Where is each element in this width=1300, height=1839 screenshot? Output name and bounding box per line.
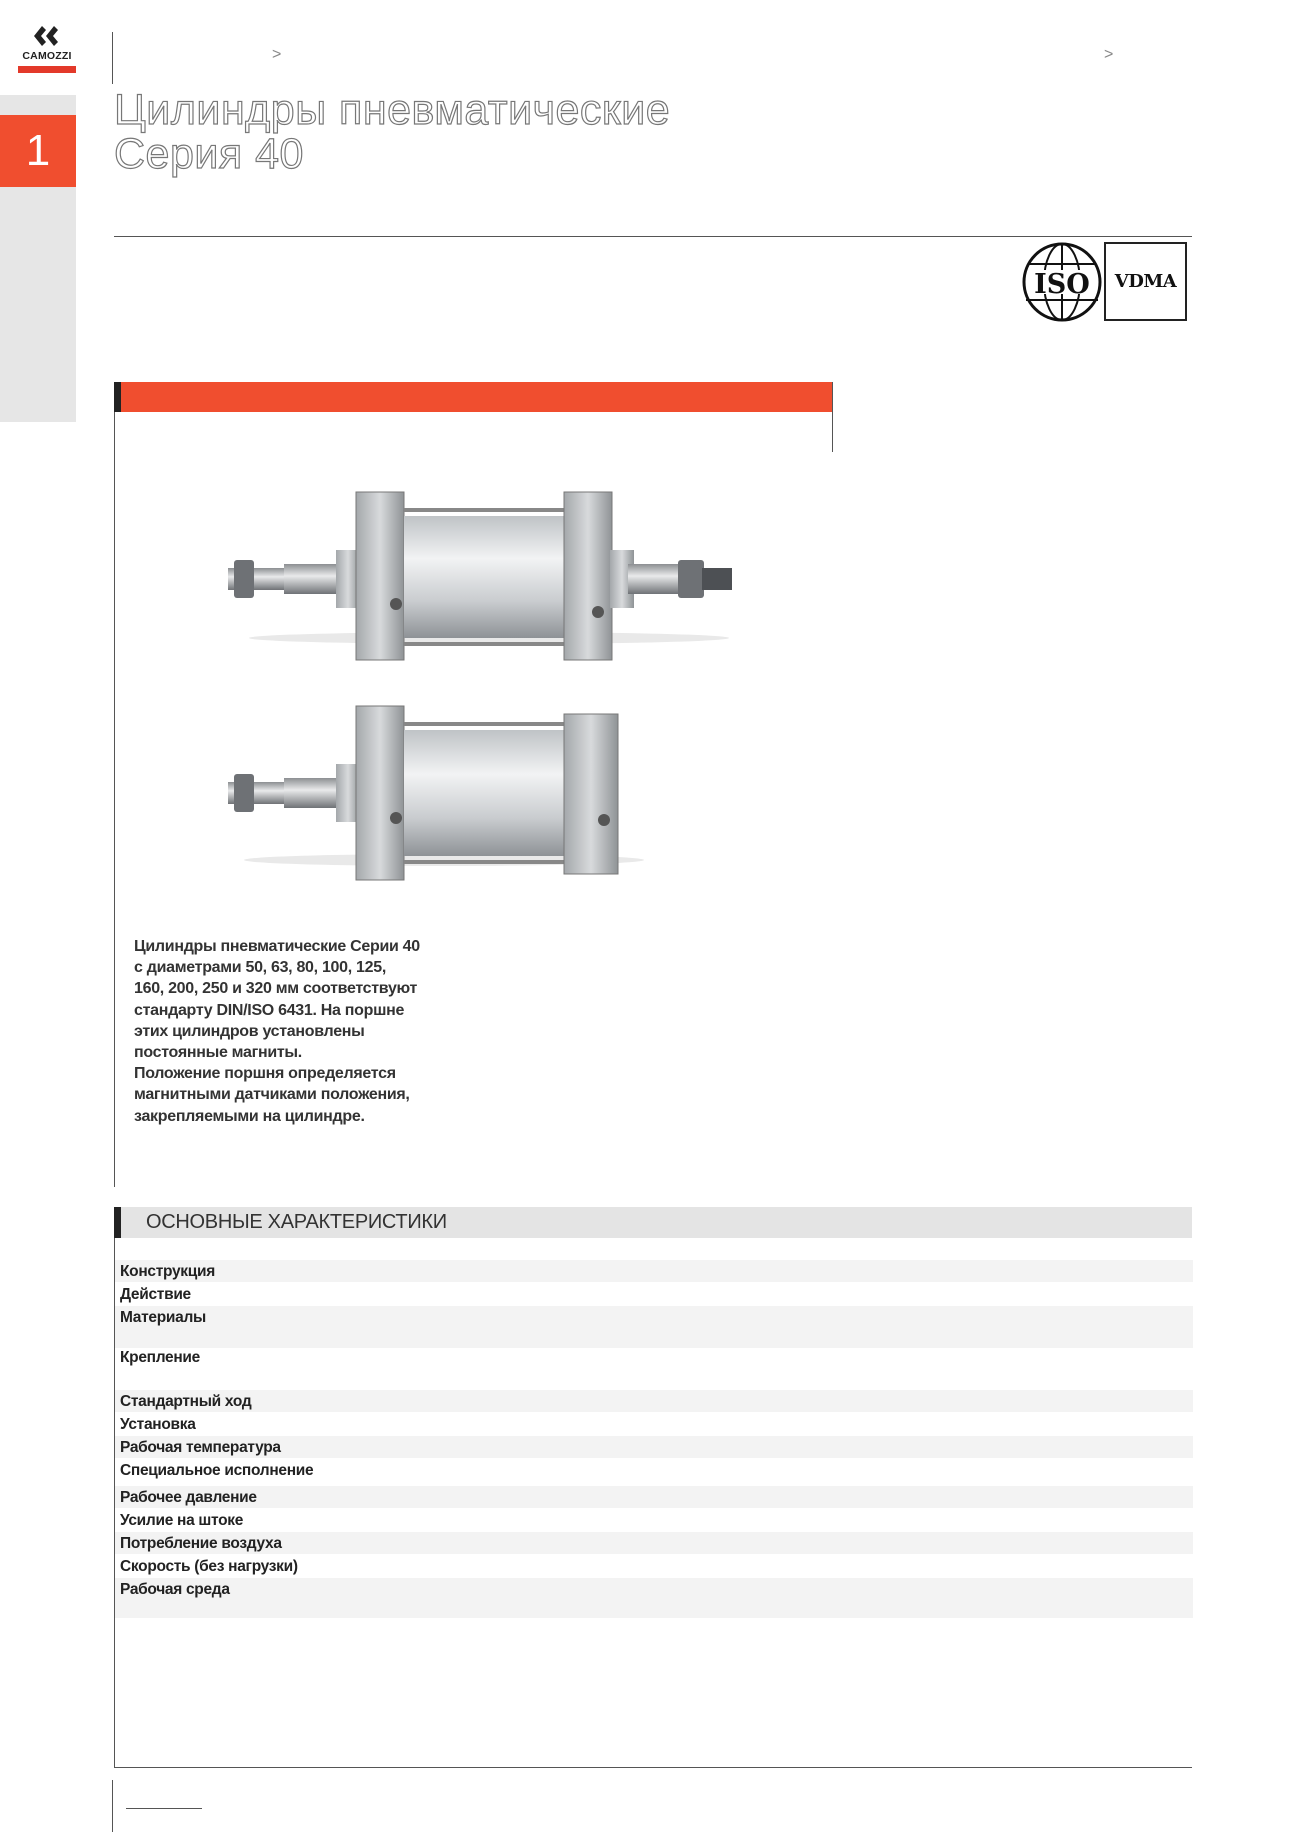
cylinder-single-rod-image bbox=[224, 700, 644, 890]
title-line-1: Цилиндры пневматические bbox=[114, 86, 671, 134]
description-line: с диаметрами 50, 63, 80, 100, 125, bbox=[134, 959, 386, 977]
breadcrumb-chevron-icon: > bbox=[272, 46, 282, 63]
row-label: Рабочее давление bbox=[120, 1489, 257, 1506]
description-line: Цилиндры пневматические Серии 40 bbox=[134, 938, 420, 955]
header-divider bbox=[112, 32, 113, 84]
footer-divider bbox=[112, 1780, 113, 1832]
row-label: Действие bbox=[120, 1286, 191, 1303]
footer-rule bbox=[126, 1808, 202, 1809]
row-label: Рабочая среда bbox=[120, 1581, 230, 1598]
characteristics-header-marker bbox=[114, 1207, 121, 1238]
row-label: Скорость (без нагрузки) bbox=[120, 1558, 298, 1575]
section-bar-marker bbox=[114, 382, 121, 412]
title-line-2: Серия 40 bbox=[114, 130, 304, 178]
camozzi-logo bbox=[16, 24, 78, 76]
table-row bbox=[115, 1413, 1193, 1435]
page-title bbox=[114, 88, 670, 176]
table-row bbox=[115, 1260, 1193, 1282]
logo-wordmark: CAMOZZI bbox=[22, 50, 72, 62]
description-line: постоянные магниты. bbox=[134, 1044, 302, 1062]
table-row bbox=[115, 1390, 1193, 1412]
row-label: Установка bbox=[120, 1416, 196, 1433]
table-row bbox=[115, 1486, 1193, 1508]
description-line: стандарту DIN/ISO 6431. На поршне bbox=[134, 1001, 405, 1019]
table-row bbox=[115, 1459, 1193, 1485]
product-description bbox=[134, 936, 494, 1127]
row-label: Крепление bbox=[120, 1349, 200, 1366]
section-divider bbox=[832, 382, 833, 452]
row-label: Специальное исполнение bbox=[120, 1462, 314, 1479]
description-line: Положение поршня определяется bbox=[134, 1065, 396, 1083]
chapter-tab bbox=[0, 115, 76, 187]
title-rule bbox=[114, 236, 1192, 237]
row-label: Потребление воздуха bbox=[120, 1535, 282, 1552]
breadcrumb-chevron-icon: > bbox=[1104, 46, 1114, 63]
description-line: 160, 200, 250 и 320 мм соответствуют bbox=[134, 980, 418, 998]
cylinder-double-rod-image bbox=[224, 480, 754, 670]
iso-globe-icon bbox=[1022, 242, 1102, 322]
body-divider bbox=[114, 412, 115, 1187]
description-line: закрепляемыми на цилиндре. bbox=[134, 1107, 365, 1125]
row-label: Конструкция bbox=[120, 1263, 215, 1280]
table-row bbox=[115, 1283, 1193, 1305]
table-row bbox=[115, 1578, 1193, 1618]
table-row bbox=[115, 1532, 1193, 1554]
logo-bar bbox=[18, 66, 76, 73]
table-row bbox=[115, 1306, 1193, 1348]
description-line: магнитными датчиками положения, bbox=[134, 1086, 410, 1104]
row-label: Рабочая температура bbox=[120, 1439, 281, 1456]
section-bar bbox=[114, 382, 832, 412]
table-row bbox=[115, 1555, 1193, 1577]
table-row bbox=[115, 1349, 1193, 1389]
camozzi-logo-mark-icon bbox=[30, 24, 64, 48]
chapter-number: 1 bbox=[25, 126, 51, 175]
vdma-badge: VDMA bbox=[1104, 242, 1187, 321]
table-row bbox=[115, 1509, 1193, 1531]
description-line: этих цилиндров установлены bbox=[134, 1022, 365, 1040]
row-label: Материалы bbox=[120, 1309, 206, 1326]
table-row bbox=[115, 1436, 1193, 1458]
row-label: Усилие на штоке bbox=[120, 1512, 244, 1529]
table-bottom-rule bbox=[114, 1767, 1192, 1768]
svg-text:ISO: ISO bbox=[1034, 269, 1090, 300]
characteristics-heading: ОСНОВНЫЕ ХАРАКТЕРИСТИКИ bbox=[146, 1211, 447, 1233]
row-label: Стандартный ход bbox=[120, 1393, 252, 1410]
